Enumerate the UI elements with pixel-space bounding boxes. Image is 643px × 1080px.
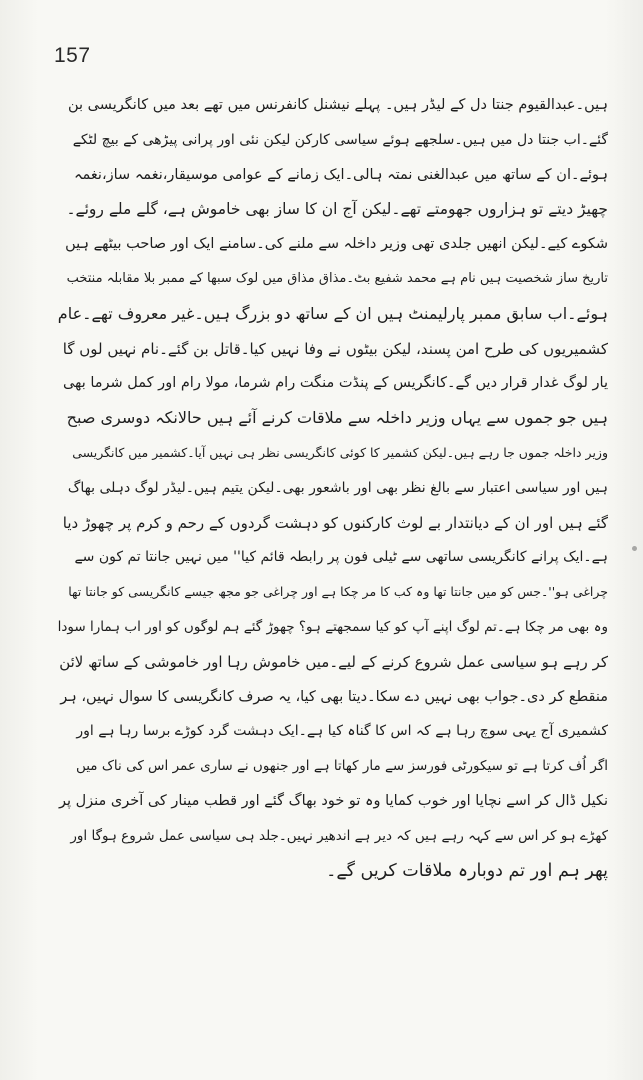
text-line: تاریخ ساز شخصیت ہیں نام ہے محمد شفیع بٹ۔مذاق مذاق میں لوک سبھا کے ممبر بلا مقابلہ منتخب xyxy=(66,270,608,286)
text-line: چراغی ہو''۔جس کو میں جانتا تھا وہ کب کا مر چکا ہے اور چراغی جو مجھ جیسے کانگریسی کو جانتا تھا xyxy=(68,584,608,600)
text-line: ہے۔ایک پرانے کانگریسی ساتھی سے ٹیلی فون پر رابطہ قائم کیا'' میں نہیں جانتا تم کون سے xyxy=(74,549,608,566)
text-line: اگر اُف کرتا ہے تو سیکورٹی فورسز سے مار کھاتا ہے اور جنھوں نے ساری عمر اس کی ناک میں xyxy=(75,758,608,775)
text-line: ہیں جو جموں سے یہاں وزیر داخلہ سے ملاقات کرنے آئے ہیں حالانکہ دوسری صبح xyxy=(66,408,608,428)
text-line: چھیڑ دیتے تو ہزاروں جھومتے تھے۔لیکن آج ان کا ساز بھی خاموش ہے، گلے ملے روئے۔ xyxy=(66,200,608,219)
text-line: کھڑے ہو کر اس سے کہہ رہے ہیں کہ دیر ہے اندھیر نہیں۔جلد ہی سیاسی عمل شروع ہوگا اور xyxy=(70,827,608,844)
text-line: وہ بھی مر چکا ہے۔تم لوگ اپنے آپ کو کیا سمجھتے ہو؟ چھوڑ گئے ہم لوگوں کو اور اب ہمارا سودا xyxy=(58,618,608,635)
text-line: کر رہے ہو سیاسی عمل شروع کرنے کے لیے۔میں خاموش رہا اور خاموشی کے ساتھ لائن xyxy=(59,652,608,671)
text-line: وزیر داخلہ جموں جا رہے ہیں۔لیکن کشمیر کا کوئی کانگریسی نظر ہی نہیں آیا۔کشمیر میں کانگریسی xyxy=(72,444,608,460)
text-line: یار لوگ غدار قرار دیں گے۔کانگریس کے پنڈت منگت رام شرما، مولا رام اور کمل شرما بھی xyxy=(62,375,608,392)
text-line: ہیں۔عبدالقیوم جنتا دل کے لیڈر ہیں۔ پہلے نیشنل کانفرنس میں تھے بعد میں کانگریسی بن xyxy=(68,97,608,113)
text-line: نکیل ڈال کر اسے نچایا اور خوب کمایا وہ تو خود بھاگ گئے اور قطب مینار کی آخری منزل پر xyxy=(58,792,608,809)
page-number: 157 xyxy=(54,44,91,67)
text-line: کشمیری آج یہی سوچ رہا ہے کہ اس کا گناہ کیا ہے۔ایک دہشت گرد کوڑے برسا رہا ہے اور xyxy=(76,723,608,740)
text-line: گئے ہیں اور ان کے دیانتدار بے لوث کارکنوں کو دہشت گردوں کے رحم و کرم پر چھوڑ دیا xyxy=(62,513,608,532)
page-body-text xyxy=(58,88,608,888)
scan-speck xyxy=(632,546,637,551)
text-line: منقطع کر دی۔جواب بھی نہیں دے سکا۔دیتا بھی کیا، یہ صرف کانگریسی کا سوال نہیں، ہر xyxy=(60,688,608,705)
text-line: کشمیریوں کی طرح امن پسند، لیکن بیٹوں نے وفا نہیں کیا۔قاتل بن گئے۔نام نہیں لوں گا xyxy=(62,339,608,358)
text-line: پھر ہم اور تم دوبارہ ملاقات کریں گے۔ xyxy=(326,860,608,881)
text-line: ہوئے۔ان کے ساتھ میں عبدالغنی نمتہ ہالی۔ایک زمانے کے عوامی موسیقار،نغمہ ساز،نغمہ xyxy=(74,166,608,183)
text-line: شکوے کیے۔لیکن انھیں جلدی تھی وزیر داخلہ سے ملنے کی۔سامنے ایک اور صاحب بیٹھے ہیں xyxy=(65,236,608,253)
text-line: گئے۔اب جنتا دل میں ہیں۔سلجھے ہوئے سیاسی کارکن لیکن نئی اور پرانی پیڑھی کے بیچ لٹکے xyxy=(72,131,608,148)
text-line: ہوئے۔اب سابق ممبر پارلیمنٹ ہیں ان کے ساتھ دو بزرگ ہیں۔غیر معروف تھے۔عام xyxy=(58,303,608,323)
text-line: ہیں اور سیاسی اعتبار سے بالغ نظر بھی اور باشعور بھی۔لیکن یتیم ہیں۔لیڈر لوگ دہلی بھاگ xyxy=(67,479,608,496)
